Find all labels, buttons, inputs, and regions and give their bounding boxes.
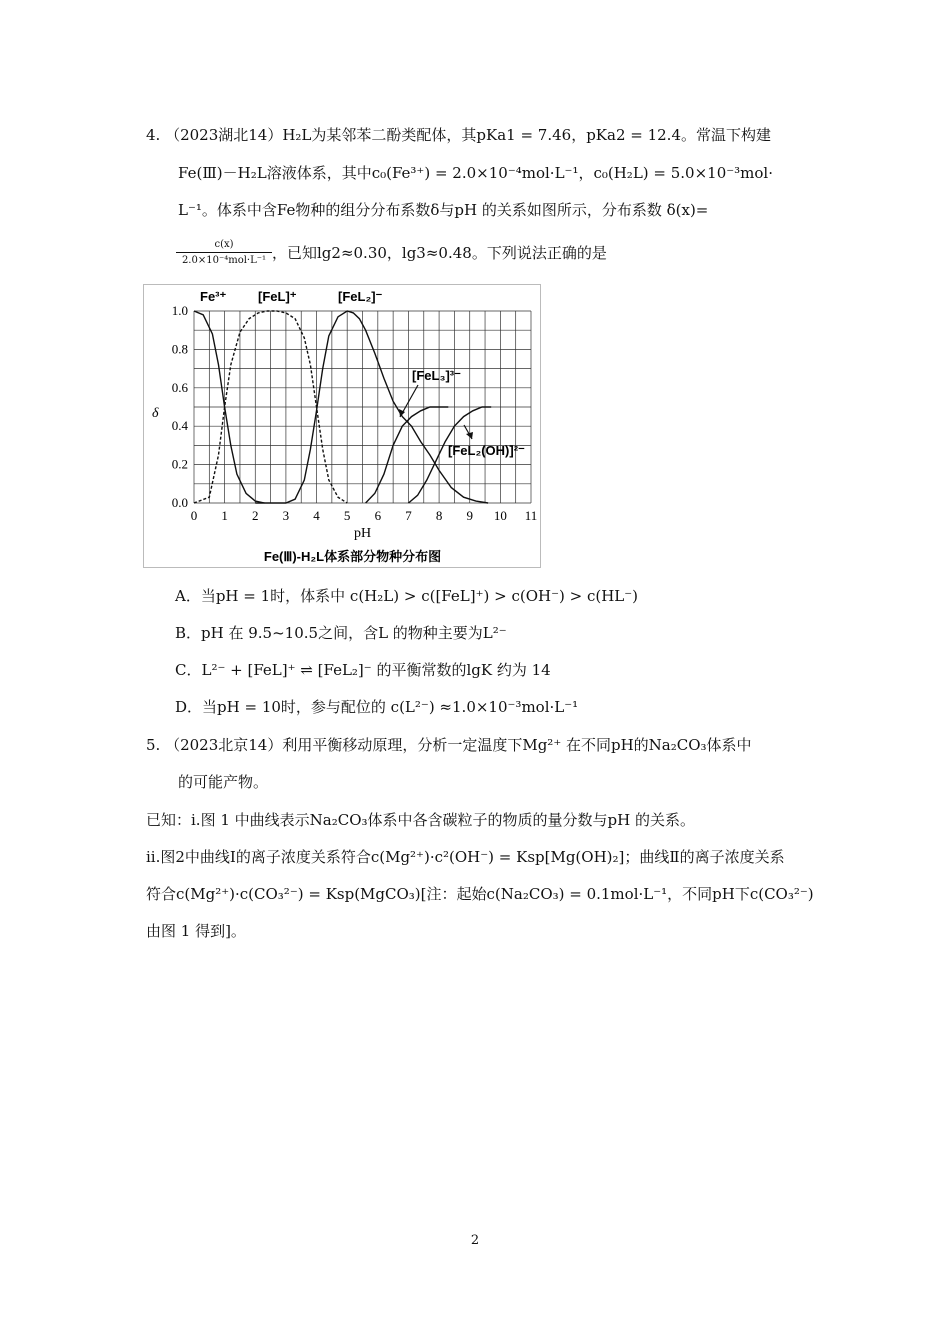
x-tick-label: 4: [313, 508, 320, 523]
q4-line-1: 4. （2023湖北14）H₂L为某邻苯二酚类配体，其pKa1 = 7.46，pKa2 = 12.4。常温下构建: [146, 126, 771, 144]
q5-line-6: 由图 1 得到]。: [146, 922, 246, 940]
q5-line-4: ii.图2中曲线Ⅰ的离子浓度关系符合c(Mg²⁺)·c²(OH⁻) = Ksp[Mg(OH)₂]；曲线Ⅱ的离子浓度关系: [146, 848, 785, 866]
x-tick-label: 1: [221, 508, 228, 523]
q5-line-2: 的可能产物。: [178, 773, 269, 791]
option-d: D．当pH = 10时，参与配位的 c(L²⁻) ≈1.0×10⁻³mol·L⁻¹: [175, 698, 579, 716]
x-axis-label: pH: [353, 526, 372, 541]
x-tick-label: 2: [252, 508, 259, 523]
distribution-chart: [144, 285, 540, 567]
option-b: B．pH 在 9.5~10.5之间，含L 的物种主要为L²⁻: [175, 624, 507, 642]
x-tick-label: 0: [190, 508, 198, 523]
option-a: A．当pH = 1时，体系中 c(H₂L) > c([FeL]⁺) > c(OH⁻) > c(HL⁻): [175, 587, 639, 605]
x-tick-label: 3: [282, 508, 290, 523]
x-tick-label: 8: [435, 508, 443, 523]
q5-line-3: 已知：i.图 1 中曲线表示Na₂CO₃体系中各含碳粒子的物质的量分数与pH 的关系。: [146, 811, 695, 829]
fraction-bar: [176, 252, 272, 253]
q4-fraction: [176, 238, 272, 267]
y-tick-label: 0.6: [171, 379, 188, 395]
species-label-2: [FeL]⁺: [258, 289, 297, 304]
q5-line-1: 5. （2023北京14）利用平衡移动原理，分析一定温度下Mg²⁺ 在不同pH的Na₂CO₃体系中: [146, 736, 752, 754]
y-tick-label: 0.0: [171, 495, 188, 510]
y-axis-label: δ: [152, 406, 159, 421]
distribution-figure: [143, 284, 541, 568]
x-tick-label: 5: [343, 508, 351, 523]
x-tick-label: 11: [524, 508, 538, 523]
fraction-denominator: 2.0×10⁻⁴mol·L⁻¹: [181, 255, 267, 266]
fraction-numerator: c(x): [214, 239, 234, 250]
y-tick-label: 0.2: [171, 456, 188, 472]
q5-line-5: 符合c(Mg²⁺)·c(CO₃²⁻) = Ksp(MgCO₃)[注：起始c(Na₂CO₃) = 0.1mol·L⁻¹，不同pH下c(CO₃²⁻): [146, 885, 814, 903]
x-tick-label: 6: [374, 508, 382, 523]
x-tick-label: 7: [405, 508, 412, 523]
q4-line-4: ，已知lg2≈0.30，lg3≈0.48。下列说法正确的是: [272, 244, 607, 262]
species-label-1: Fe³⁺: [200, 289, 227, 304]
species-label-5: [FeL₂(OH)]²⁻: [448, 443, 525, 458]
x-tick-label: 9: [466, 508, 473, 523]
species-label-4: [FeL₃]³⁻: [412, 368, 461, 383]
q4-line-2: Fe(Ⅲ)－H₂L溶液体系，其中c₀(Fe³⁺) = 2.0×10⁻⁴mol·L⁻¹，c₀(H₂L) = 5.0×10⁻³mol·: [178, 164, 773, 182]
y-tick-label: 0.4: [171, 418, 188, 434]
y-tick-label: 0.8: [171, 341, 188, 357]
y-tick-label: 1.0: [171, 303, 188, 318]
page-number: 2: [470, 1233, 480, 1248]
x-tick-label: 10: [493, 508, 507, 523]
q4-line-3: L⁻¹。体系中含Fe物种的组分分布系数δ与pH 的关系如图所示，分布系数 δ(x)=: [178, 201, 709, 219]
chart-title: Fe(Ⅲ)-H₂L体系部分物种分布图: [263, 549, 442, 564]
option-c: C．L²⁻ + [FeL]⁺ ⇌ [FeL₂]⁻ 的平衡常数的lgK 约为 14: [175, 661, 551, 679]
species-label-3: [FeL₂]⁻: [338, 289, 383, 304]
